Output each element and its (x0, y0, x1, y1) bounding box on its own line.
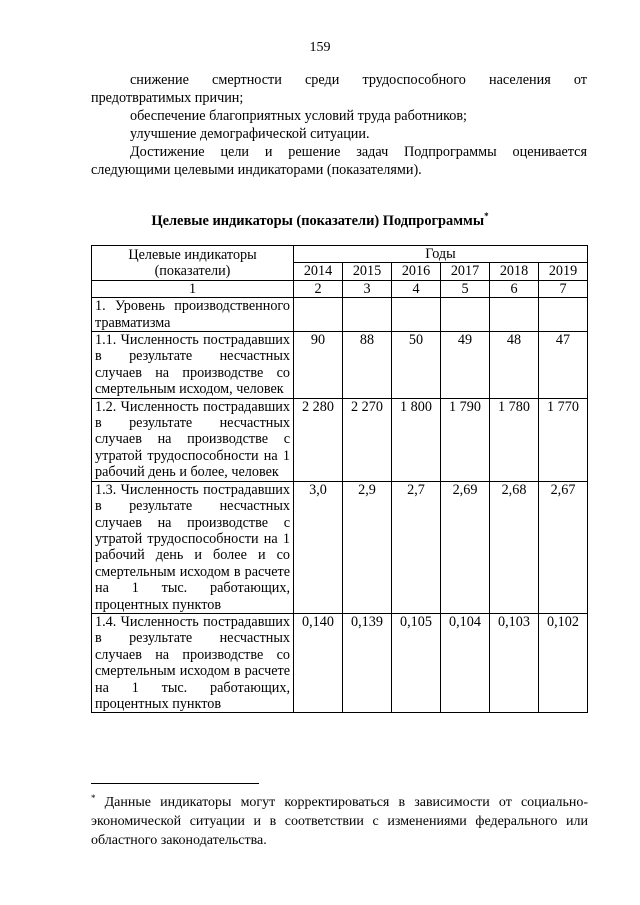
value-cell: 3,0 (294, 481, 343, 613)
value-cell: 48 (490, 332, 539, 399)
section-title: 1. Уровень производственного травматизма (92, 298, 294, 332)
intro-paragraph: снижение смертности среди трудоспособного населения от предотвратимых причин; (91, 72, 587, 106)
intro-paragraph: обеспечение благоприятных условий труда работников; (130, 108, 467, 124)
footnote-mark: * (91, 793, 96, 803)
value-cell: 0,140 (294, 613, 343, 712)
value-cell: 2,69 (441, 481, 490, 613)
intro-paragraph: улучшение демографической ситуации. (130, 126, 370, 142)
year-cell: 2017 (441, 263, 490, 280)
column-number: 6 (490, 280, 539, 297)
value-cell: 50 (392, 332, 441, 399)
column-number: 4 (392, 280, 441, 297)
value-cell: 2 270 (343, 398, 392, 481)
year-cell: 2014 (294, 263, 343, 280)
table-title-text: Целевые индикаторы (показатели) Подпрограммы (151, 213, 485, 229)
value-cell: 1 780 (490, 398, 539, 481)
page-number: 159 (309, 40, 331, 55)
value-cell: 0,105 (392, 613, 441, 712)
value-cell: 47 (539, 332, 588, 399)
table-row (92, 481, 588, 613)
column-number: 7 (539, 280, 588, 297)
year-cell: 2016 (392, 263, 441, 280)
value-cell: 1 800 (392, 398, 441, 481)
footnote-divider (91, 783, 259, 784)
footnote (91, 793, 588, 850)
intro-text (91, 71, 587, 179)
empty-cell (392, 298, 441, 332)
indicators-table (91, 245, 588, 713)
indicator-name: 1.3. Численность пострадавших в результате несчастных случаев на производстве с утратой трудоспособности на 1 рабочий день и более и со смертельным исходом в расчете на 1 тыс. работающих, процентных пунктов (92, 481, 294, 613)
empty-cell (294, 298, 343, 332)
year-cell: 2019 (539, 263, 588, 280)
empty-cell (539, 298, 588, 332)
section-row (92, 298, 588, 332)
value-cell: 2 280 (294, 398, 343, 481)
header-years: Годы (294, 246, 588, 263)
value-cell: 88 (343, 332, 392, 399)
indicator-name: 1.1. Численность пострадавших в результате несчастных случаев на производстве со смертельным исходом, человек (92, 332, 294, 399)
value-cell: 0,103 (490, 613, 539, 712)
value-cell: 2,68 (490, 481, 539, 613)
table-title (0, 212, 640, 230)
value-cell: 1 770 (539, 398, 588, 481)
year-cell: 2018 (490, 263, 539, 280)
table-row (92, 332, 588, 399)
value-cell: 90 (294, 332, 343, 399)
indicator-name: 1.2. Численность пострадавших в результате несчастных случаев на производстве с утратой трудоспособности на 1 рабочий день и более, человек (92, 398, 294, 481)
indicator-name: 1.4. Численность пострадавших в результате несчастных случаев на производстве со смертельным исходом в расчете на 1 тыс. работающих, процентных пунктов (92, 613, 294, 712)
table-row (92, 398, 588, 481)
table-header-row (92, 246, 588, 263)
value-cell: 0,139 (343, 613, 392, 712)
value-cell: 0,104 (441, 613, 490, 712)
column-number-row (92, 280, 588, 297)
footnote-text: Данные индикаторы могут корректироваться в зависимости от социально-экономической ситуации и в соответствии с изменениями федерального или областного законодательства. (91, 795, 588, 848)
column-number: 1 (92, 280, 294, 297)
intro-paragraph: Достижение цели и решение задач Подпрограммы оценивается следующими целевыми индикаторами (показателями). (91, 144, 587, 178)
header-indicators: Целевые индикаторы (показатели) (92, 246, 294, 281)
value-cell: 2,67 (539, 481, 588, 613)
year-cell: 2015 (343, 263, 392, 280)
column-number: 5 (441, 280, 490, 297)
footnote-mark: * (484, 211, 489, 221)
column-number: 3 (343, 280, 392, 297)
empty-cell (490, 298, 539, 332)
value-cell: 2,9 (343, 481, 392, 613)
empty-cell (343, 298, 392, 332)
value-cell: 1 790 (441, 398, 490, 481)
empty-cell (441, 298, 490, 332)
value-cell: 2,7 (392, 481, 441, 613)
value-cell: 0,102 (539, 613, 588, 712)
column-number: 2 (294, 280, 343, 297)
value-cell: 49 (441, 332, 490, 399)
table-row (92, 613, 588, 712)
